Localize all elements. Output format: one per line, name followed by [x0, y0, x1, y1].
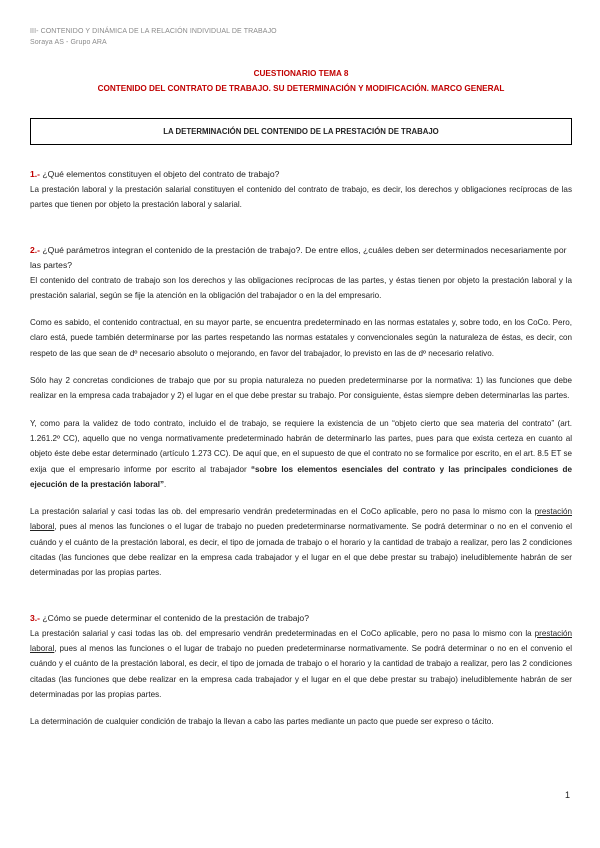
header-author: Soraya AS - Grupo ARA [30, 39, 107, 46]
question-number: 2.- [30, 244, 41, 255]
question-3 [30, 611, 572, 730]
answer-paragraph [30, 626, 572, 702]
question-1-heading [30, 167, 572, 182]
quoted-text: “sobre los elementos esenciales del contrato y las principales condiciones de ejecución de la prestación laboral” [30, 464, 572, 489]
text-run: Y, como para la validez de todo contrato, incluido el de trabajo, se requiere la existencia de un “objeto cierto que sea materia del contrato” (art. 1.261.2º CC), aquello que no venga normativamente predeterminado habrán de determinarlo las partes, pues para que exista certeza en cuanto al objeto éste debe estar determinado (artículo 1.273 CC). De aquí que, en el supuesto de que el contrato no se formalice por escrito, en el art. 8.5 ET se exija que el empresario informe por escrito al trabajador [30, 418, 572, 474]
answer-paragraph: Como es sabido, el contenido contractual, en su mayor parte, se encuentra predeterminado en las normas estatales y, sobre todo, en los CoCo. Pero, claro está, puede también determinarse por las partes respetando las normas estatales y convencionales según la naturaleza de éstas, es decir, con respeto de las que sean de dº necesario absoluto o mejorando, en favor del trabajador, lo previsto en las de dº necesario relativo. [30, 318, 572, 358]
document-subtitle: CONTENIDO DEL CONTRATO DE TRABAJO. SU DETERMINACIÓN Y MODIFICACIÓN. MARCO GENERAL [97, 84, 505, 93]
underlined-term: prestación laboral [30, 628, 572, 653]
answer-paragraph: El contenido del contrato de trabajo son los derechos y las obligaciones recíprocas de las partes, y éstas tienen por objeto la prestación laboral y la prestación salarial, según se fije la atención en la obligación del trabajador o en la del empresario. [30, 275, 572, 300]
underlined-term: prestación laboral [30, 507, 572, 532]
page-number: 1 [564, 790, 570, 800]
question-3-heading [30, 611, 572, 626]
answer-paragraph [30, 504, 572, 580]
question-2 [30, 243, 572, 581]
answer-paragraph: La prestación laboral y la prestación salarial constituyen el contenido del contrato de trabajo, es decir, los derechos y obligaciones recíprocas de las partes que tienen por objeto la prestación laboral y salarial. [30, 185, 572, 210]
text-run: La prestación salarial y casi todas las ob. del empresario vendrán predeterminadas en el CoCo aplicable, pero no pasa lo mismo con la [30, 507, 535, 517]
document-title: CUESTIONARIO TEMA 8 [253, 69, 349, 78]
answer-paragraph [30, 416, 572, 492]
text-run: . [164, 479, 167, 489]
answer-paragraph: La determinación de cualquier condición de trabajo la llevan a cabo las partes mediante un pacto que puede ser expreso o tácito. [30, 717, 494, 727]
question-2-heading [30, 243, 572, 273]
running-header [30, 26, 572, 48]
header-course: III- CONTENIDO Y DINÁMICA DE LA RELACIÓN INDIVIDUAL DE TRABAJO [30, 28, 277, 35]
question-text: ¿Qué parámetros integran el contenido de la prestación de trabajo?. De entre ellos, ¿cuáles deben ser determinados necesariamente por las partes? [30, 244, 567, 270]
text-run: , pues al menos las funciones o el lugar de trabajo no pueden predeterminarse normativamente. Se podrá determinar o no en el convenio el cuándo y el cuánto de la prestación laboral, es decir, el tipo de jornada de trabajo o el horario y la cantidad de trabajo a realizar, pero las 2 condiciones citadas (las funciones que debe realizar en la empresa cada trabajador y el lugar en el que debe prestar su trabajo) ineludiblemente habrán de ser determinadas por las propias partes. [30, 643, 572, 699]
document-page [30, 26, 572, 729]
section-heading-box: LA DETERMINACIÓN DEL CONTENIDO DE LA PRESTACIÓN DE TRABAJO [30, 118, 572, 145]
answer-paragraph: Sólo hay 2 concretas condiciones de trabajo que por su propia naturaleza no pueden predeterminarse por la normativa: 1) las funciones que debe realizar en la empresa cada trabajador y 2) el lugar en el que debe prestar su trabajo. Por consiguiente, éstas siempre deben determinarlas las partes. [30, 376, 572, 401]
question-text: ¿Cómo se puede determinar el contenido de la prestación de trabajo? [40, 612, 309, 623]
text-run: La prestación salarial y casi todas las ob. del empresario vendrán predeterminadas en el CoCo aplicable, pero no pasa lo mismo con la [30, 628, 535, 638]
question-1 [30, 167, 572, 213]
text-run: , pues al menos las funciones o el lugar de trabajo no pueden predeterminarse normativamente. Se podrá determinar o no en el convenio el cuándo y el cuánto de la prestación laboral, es decir, el tipo de jornada de trabajo o el horario y la cantidad de trabajo a realizar, pero las 2 condiciones citadas (las funciones que debe realizar en la empresa cada trabajador y el lugar en el que debe prestar su trabajo) ineludiblemente habrán de ser determinadas por las propias partes. [30, 522, 572, 578]
question-number: 1.- [30, 169, 41, 179]
question-text: ¿Qué elementos constituyen el objeto del contrato de trabajo? [40, 169, 280, 179]
question-number: 3.- [30, 612, 41, 623]
